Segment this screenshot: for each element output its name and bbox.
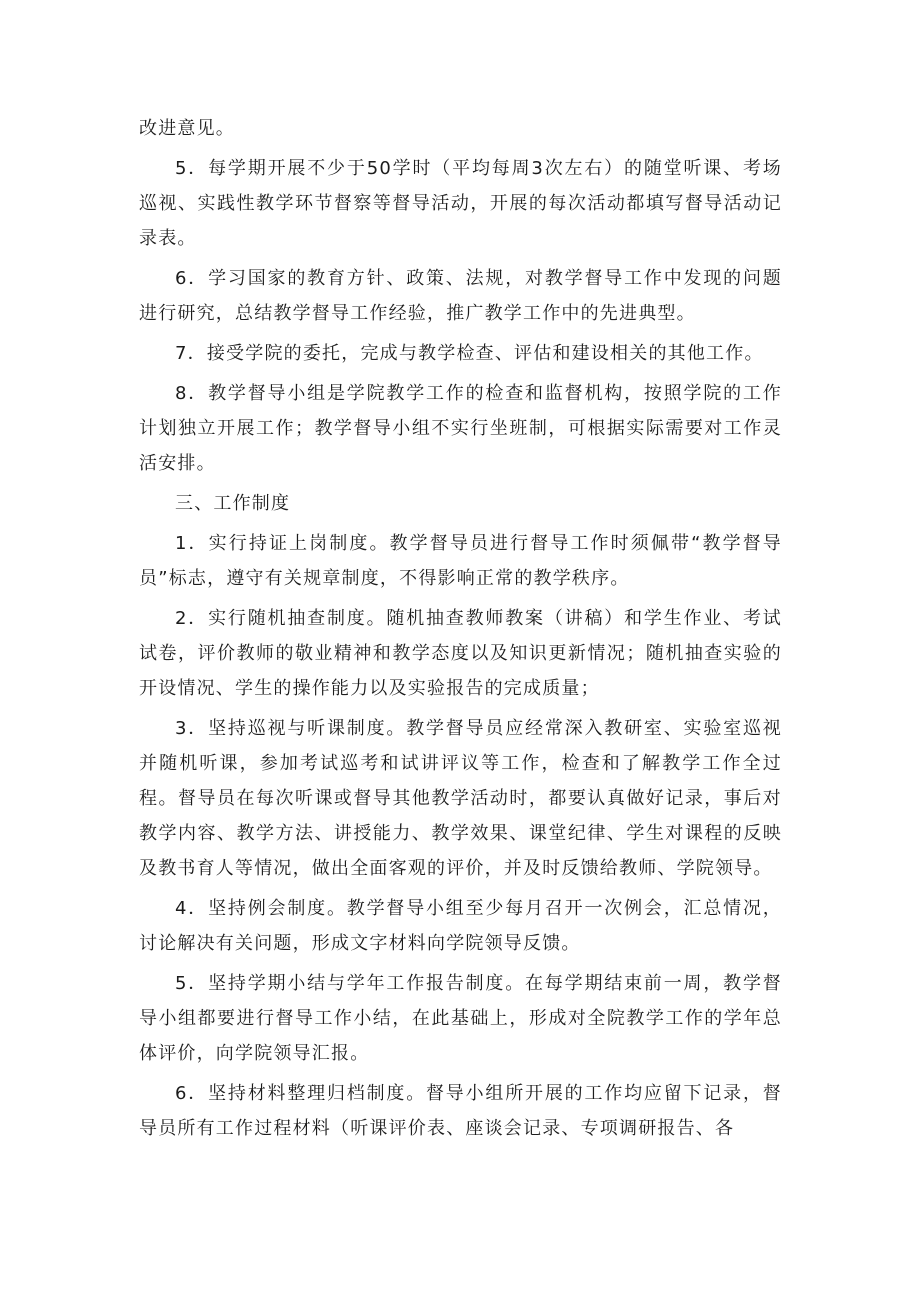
- paragraph-rule-2-random-check: 2．实行随机抽查制度。随机抽查教师教案（讲稿）和学生作业、考试试卷，评价教师的敬业精神和教学态度以及知识更新情况；随机抽查实验的开设情况、学生的操作能力以及实验报告的完成质量；: [139, 608, 782, 699]
- paragraph-rule-6-archiving: 6．坚持材料整理归档制度。督导小组所开展的工作均应留下记录，督导员所有工作过程材料（听课评价表、座谈会记录、专项调研报告、各: [139, 1083, 782, 1139]
- document-body: [139, 111, 782, 1151]
- paragraph-rule-5-reports: 5．坚持学期小结与学年工作报告制度。在每学期结束前一周，教学督导小组都要进行督导工作小结，在此基础上，形成对全院教学工作的学年总体评价，向学院领导汇报。: [139, 973, 782, 1064]
- section-heading-work-system: 三、工作制度: [175, 493, 291, 514]
- paragraph-item-8-supervision-group: 8．教学督导小组是学院教学工作的检查和监督机构，按照学院的工作计划独立开展工作；教学督导小组不实行坐班制，可根据实际需要对工作灵活安排。: [139, 383, 782, 474]
- paragraph-rule-1-certification: 1．实行持证上岗制度。教学督导员进行督导工作时须佩带“教学督导员”标志，遵守有关规章制度，不得影响正常的教学秩序。: [139, 533, 782, 589]
- paragraph-item-7-delegation: 7．接受学院的委托，完成与教学检查、评估和建设相关的其他工作。: [175, 343, 764, 364]
- paragraph-rule-4-meetings: 4．坚持例会制度。教学督导小组至少每月召开一次例会，汇总情况，讨论解决有关问题，形成文字材料向学院领导反馈。: [139, 898, 782, 954]
- paragraph-rule-3-inspection: 3．坚持巡视与听课制度。教学督导员应经常深入教研室、实验室巡视并随机听课，参加考试巡考和试讲评议等工作，检查和了解教学工作全过程。督导员在每次听课或督导其他教学活动时，都要认真做好记录，事后对教学内容、教学方法、讲授能力、教学效果、课堂纪律、学生对课程的反映及教书育人等情况，做出全面客观的评价，并及时反馈给教师、学院领导。: [139, 718, 782, 879]
- paragraph-continuation: 改进意见。: [139, 118, 235, 139]
- paragraph-item-6-study: 6．学习国家的教育方针、政策、法规，对教学督导工作中发现的问题进行研究，总结教学督导工作经验，推广教学工作中的先进典型。: [139, 268, 782, 324]
- paragraph-item-5-activities: 5．每学期开展不少于50学时（平均每周3次左右）的随堂听课、考场巡视、实践性教学环节督察等督导活动，开展的每次活动都填写督导活动记录表。: [139, 158, 782, 249]
